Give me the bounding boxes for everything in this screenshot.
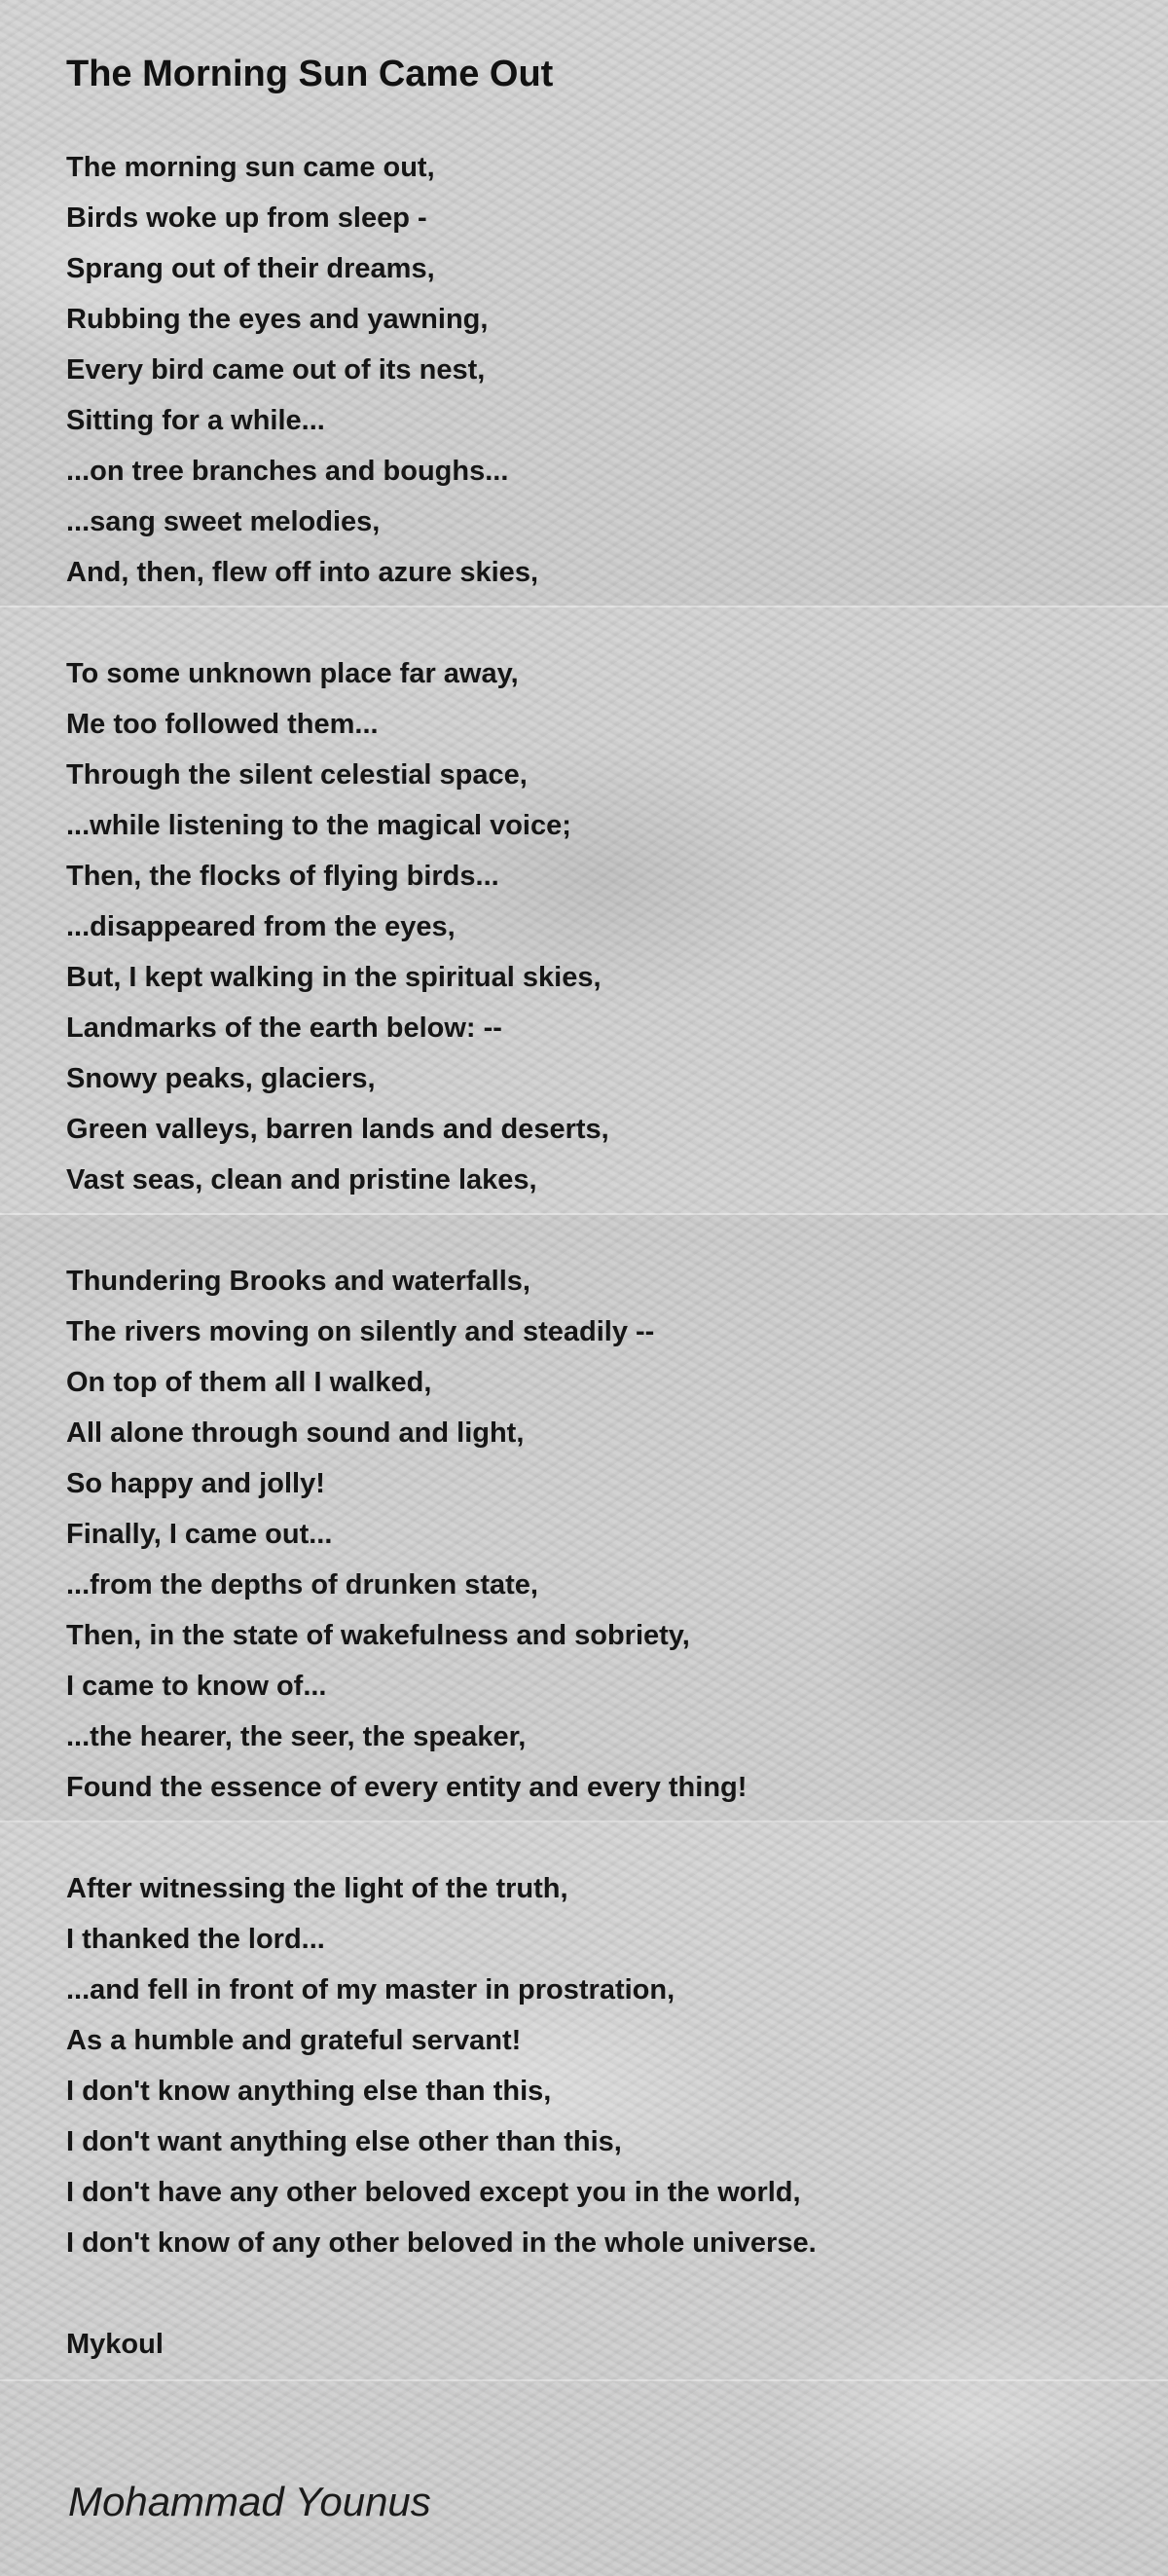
poem-line: Found the essence of every entity and every thing! bbox=[66, 1772, 748, 1803]
stanza-2 bbox=[66, 648, 1117, 1205]
poem-line: On top of them all I walked, bbox=[66, 1367, 432, 1398]
poem-line: Every bird came out of its nest, bbox=[66, 354, 486, 386]
poem-line: I came to know of... bbox=[66, 1671, 327, 1702]
poem-title: The Morning Sun Came Out bbox=[66, 54, 554, 94]
poem-line: ...on tree branches and boughs... bbox=[66, 456, 509, 487]
poem-line: Birds woke up from sleep - bbox=[66, 202, 427, 234]
poem-line: To some unknown place far away, bbox=[66, 658, 519, 689]
poem-line: The rivers moving on silently and steadily -- bbox=[66, 1316, 655, 1347]
author-signature: Mohammad Younus bbox=[68, 2479, 431, 2524]
poem-line: ...sang sweet melodies, bbox=[66, 506, 381, 537]
poem-line: All alone through sound and light, bbox=[66, 1417, 525, 1449]
poem-line: Sitting for a while... bbox=[66, 405, 325, 436]
poem-line: Me too followed them... bbox=[66, 709, 379, 740]
poem-line: I don't want anything else other than this, bbox=[66, 2126, 622, 2157]
poem-line: Finally, I came out... bbox=[66, 1519, 333, 1550]
poem-line: I don't know anything else than this, bbox=[66, 2076, 552, 2107]
poem-line: Then, in the state of wakefulness and sobriety, bbox=[66, 1620, 690, 1651]
poem-line: Green valleys, barren lands and deserts, bbox=[66, 1114, 609, 1145]
poem-line: I don't know of any other beloved in the whole universe. bbox=[66, 2227, 817, 2259]
poem-line: But, I kept walking in the spiritual skies, bbox=[66, 962, 602, 993]
poem-line: I thanked the lord... bbox=[66, 1924, 325, 1955]
poem-line: ...while listening to the magical voice; bbox=[66, 810, 571, 841]
poem-line: The morning sun came out, bbox=[66, 152, 435, 183]
stanza-4 bbox=[66, 1863, 1117, 2268]
poem-line: ...from the depths of drunken state, bbox=[66, 1569, 538, 1601]
poem-line: Rubbing the eyes and yawning, bbox=[66, 304, 489, 335]
poem-line: Vast seas, clean and pristine lakes, bbox=[66, 1164, 537, 1196]
poem-line: Through the silent celestial space, bbox=[66, 759, 528, 791]
poem-line: Sprang out of their dreams, bbox=[66, 253, 435, 284]
stanza-1 bbox=[66, 142, 1117, 598]
poem-line: I don't have any other beloved except you in the world, bbox=[66, 2177, 801, 2208]
band-divider bbox=[0, 2379, 1168, 2381]
poem-line: ...the hearer, the seer, the speaker, bbox=[66, 1721, 527, 1752]
poem-line: And, then, flew off into azure skies, bbox=[66, 557, 538, 588]
poem-line: ...and fell in front of my master in prostration, bbox=[66, 1974, 675, 2006]
poem-line: Thundering Brooks and waterfalls, bbox=[66, 1266, 530, 1297]
stanza-3 bbox=[66, 1256, 1117, 1813]
poem-line: Landmarks of the earth below: -- bbox=[66, 1012, 502, 1044]
poem-line: Then, the flocks of flying birds... bbox=[66, 861, 499, 892]
poem-line: ...disappeared from the eyes, bbox=[66, 911, 456, 942]
poem-line: After witnessing the light of the truth, bbox=[66, 1873, 568, 1904]
poet-tag: Mykoul bbox=[66, 2329, 164, 2360]
poem-line: So happy and jolly! bbox=[66, 1468, 325, 1499]
poem-line: As a humble and grateful servant! bbox=[66, 2025, 522, 2056]
poem-body bbox=[66, 142, 1117, 2370]
poem-line: Snowy peaks, glaciers, bbox=[66, 1063, 376, 1094]
